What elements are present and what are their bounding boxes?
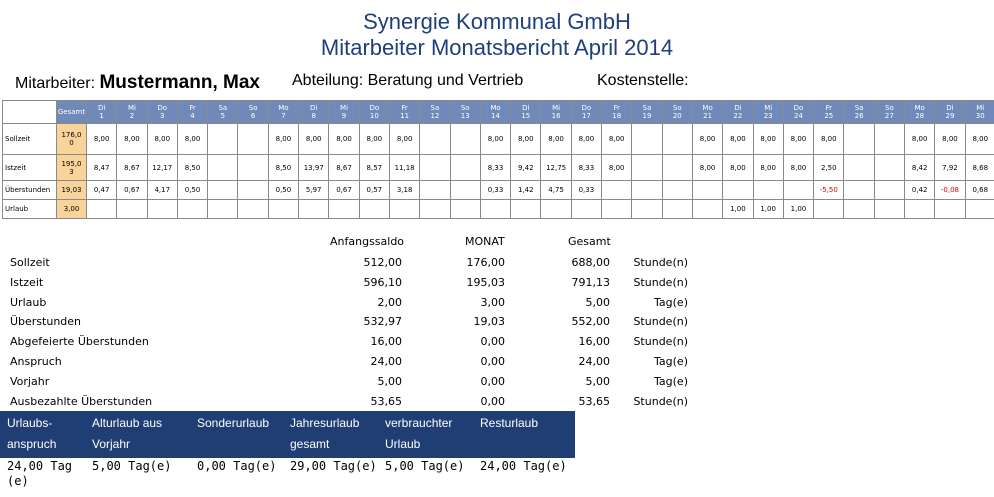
row-total: 19,03 <box>57 181 87 200</box>
day-header <box>117 101 147 124</box>
row-total: 176,0 0 <box>57 124 87 155</box>
day-number: 6 <box>250 112 256 120</box>
day-cell: -5,50 <box>814 181 844 200</box>
vacation-header-bar <box>0 411 575 458</box>
grid-row <box>3 124 994 155</box>
day-cell: 1,00 <box>723 200 753 219</box>
day-cell <box>602 200 632 219</box>
day-header <box>511 101 541 124</box>
day-cell: 0,47 <box>87 181 117 200</box>
weekday-label: Sa <box>642 104 652 112</box>
weekday-label: Mo <box>490 104 501 112</box>
weekday-label: Sa <box>854 104 864 112</box>
day-cell: 8,00 <box>814 124 844 155</box>
day-cell <box>844 200 874 219</box>
day-cell: 12,75 <box>541 155 571 181</box>
summary-month-value: 0,00 <box>480 355 505 368</box>
costcenter-label: Kostenstelle: <box>597 72 689 89</box>
summary-start-balance: 5,00 <box>377 374 402 388</box>
day-number: 8 <box>311 112 316 120</box>
day-header <box>935 101 965 124</box>
day-number: 26 <box>854 112 864 120</box>
day-cell: 8,00 <box>177 124 207 155</box>
day-cell: 8,00 <box>268 124 298 155</box>
employee-label: Mitarbeiter: <box>15 75 96 92</box>
day-cell: 8,50 <box>177 155 207 181</box>
day-cell <box>571 200 601 219</box>
day-number: 17 <box>581 112 591 120</box>
day-header <box>874 101 904 124</box>
summary-month-value: 0,00 <box>480 394 505 408</box>
day-cell <box>632 200 662 219</box>
grid-row <box>3 200 994 219</box>
summary-start-balance: 532,97 <box>363 315 402 329</box>
day-cell: 13,97 <box>299 155 329 181</box>
day-cell: 8,47 <box>87 155 117 181</box>
weekday-label: Do <box>369 104 380 112</box>
day-number: 19 <box>642 112 652 120</box>
day-cell: 8,00 <box>935 124 965 155</box>
day-header <box>632 101 662 124</box>
row-label: Urlaub <box>3 200 57 219</box>
day-cell: 5,97 <box>299 181 329 200</box>
weekday-label: Di <box>522 104 530 112</box>
summary-total-value: 53,65 <box>578 394 610 408</box>
day-cell <box>662 124 692 155</box>
summary-total-value: 5,00 <box>585 295 610 309</box>
weekday-label: Di <box>310 104 318 112</box>
vacation-value: 29,00 Tag(e) <box>290 459 377 473</box>
day-number: 27 <box>884 112 894 120</box>
day-header <box>450 101 480 124</box>
summary-start-balance: 2,00 <box>377 295 402 309</box>
day-number: 2 <box>129 112 135 120</box>
summary-header: MONAT <box>465 235 505 248</box>
row-total: 195,0 3 <box>57 155 87 181</box>
day-cell <box>541 200 571 219</box>
day-cell: 8,00 <box>571 124 601 155</box>
weekday-label: So <box>885 104 894 112</box>
day-cell <box>208 124 238 155</box>
day-number: 24 <box>794 112 803 120</box>
summary-month-value: 0,00 <box>480 335 505 349</box>
vacation-value: 5,00 Tag(e) <box>92 459 172 473</box>
day-cell <box>450 181 480 200</box>
summary-row-label: Sollzeit <box>10 256 50 269</box>
weekday-label: Fr <box>189 104 196 112</box>
day-header <box>208 101 238 124</box>
day-cell: 8,00 <box>905 124 935 155</box>
day-cell: 8,00 <box>329 124 359 155</box>
day-cell: 8,50 <box>268 155 298 181</box>
day-cell <box>632 124 662 155</box>
report-title: Mitarbeiter Monatsbericht April 2014 <box>320 35 674 60</box>
weekday-label: Mo <box>914 104 925 112</box>
day-cell: 0,68 <box>965 181 994 200</box>
summary-unit: Stunde(n) <box>633 394 688 408</box>
summary-month-value: 19,03 <box>473 315 505 329</box>
day-cell <box>208 155 238 181</box>
day-header <box>905 101 935 124</box>
day-number: 29 <box>945 112 955 120</box>
weekday-label: Do <box>793 104 804 112</box>
day-header <box>692 101 722 124</box>
day-number: 1 <box>99 112 104 120</box>
vacation-value: 5,00 Tag(e) <box>385 459 465 473</box>
department-value: Beratung und Vertrieb <box>367 72 524 89</box>
day-cell: 0,33 <box>480 181 510 200</box>
day-header <box>420 101 450 124</box>
day-number: 23 <box>763 112 773 120</box>
day-header <box>268 101 298 124</box>
summary-row-label: Istzeit <box>10 275 44 289</box>
day-header <box>389 101 419 124</box>
summary-unit: Tag(e) <box>654 295 688 309</box>
day-cell <box>208 181 238 200</box>
day-cell: 7,92 <box>935 155 965 181</box>
day-cell: 8,00 <box>602 124 632 155</box>
day-cell: 8,00 <box>480 124 510 155</box>
summary-total-value: 16,00 <box>578 335 610 349</box>
day-cell <box>632 181 662 200</box>
summary-unit: Stunde(n) <box>633 315 688 329</box>
day-header <box>602 101 632 124</box>
day-number: 14 <box>491 112 500 120</box>
weekday-label: Mi <box>764 104 773 112</box>
summary-start-balance: 24,00 <box>370 355 402 368</box>
day-cell: 1,00 <box>783 200 813 219</box>
day-cell: 0,67 <box>329 181 359 200</box>
day-number: 3 <box>160 112 165 120</box>
day-cell: 8,57 <box>359 155 389 181</box>
grid-row <box>3 181 994 200</box>
day-cell <box>299 200 329 219</box>
grid-total-header: Gesamt <box>57 101 87 124</box>
day-number: 7 <box>281 112 286 120</box>
day-cell: 8,33 <box>480 155 510 181</box>
row-total: 3,00 <box>57 200 87 219</box>
day-number: 15 <box>521 112 531 120</box>
weekday-label: Mi <box>552 104 561 112</box>
vacation-value: 0,00 Tag(e) <box>197 459 277 473</box>
day-header <box>965 101 994 124</box>
day-cell: 2,50 <box>814 155 844 181</box>
day-cell: 8,33 <box>571 155 601 181</box>
vacation-header: verbrauchter Urlaub <box>385 416 453 451</box>
day-cell: 8,68 <box>965 155 994 181</box>
day-cell <box>814 200 844 219</box>
grid-corner <box>3 101 57 124</box>
summary-total-value: 791,13 <box>571 275 610 289</box>
weekday-label: Sa <box>430 104 440 112</box>
day-number: 16 <box>551 112 561 120</box>
day-cell: 0,50 <box>177 181 207 200</box>
vacation-header: Urlaubs- anspruch <box>7 416 57 451</box>
day-cell <box>450 155 480 181</box>
day-cell: 8,67 <box>329 155 359 181</box>
day-cell <box>753 181 783 200</box>
employee-info <box>15 72 260 94</box>
vacation-value: 24,00 Tag (e) <box>7 459 73 488</box>
day-cell: 3,18 <box>389 181 419 200</box>
vacation-header: Jahresurlaub gesamt <box>290 416 360 451</box>
day-cell <box>723 181 753 200</box>
day-cell <box>420 155 450 181</box>
vacation-header: Sonderurlaub <box>197 416 270 430</box>
day-header <box>299 101 329 124</box>
day-cell <box>692 181 722 200</box>
day-number: 11 <box>400 112 410 120</box>
day-header <box>480 101 510 124</box>
summary-month-value: 195,03 <box>466 275 505 289</box>
weekday-label: Mi <box>976 104 985 112</box>
day-cell <box>905 200 935 219</box>
day-cell <box>662 181 692 200</box>
day-cell: 8,00 <box>87 124 117 155</box>
day-cell: 12,17 <box>147 155 177 181</box>
weekday-label: Do <box>581 104 592 112</box>
day-cell <box>87 200 117 219</box>
day-cell <box>238 155 268 181</box>
summary-unit: Stunde(n) <box>633 335 688 349</box>
day-cell: 8,00 <box>511 124 541 155</box>
weekday-label: Mi <box>340 104 349 112</box>
summary-unit: Tag(e) <box>654 374 688 388</box>
department-info <box>292 72 523 90</box>
day-cell <box>662 200 692 219</box>
vacation-header: Resturlaub <box>480 416 539 430</box>
summary-unit: Tag(e) <box>654 355 688 368</box>
day-cell <box>844 124 874 155</box>
department-label: Abteilung: <box>292 72 364 89</box>
day-cell <box>208 200 238 219</box>
day-cell <box>238 124 268 155</box>
day-number: 25 <box>824 112 834 120</box>
day-cell: 0,50 <box>268 181 298 200</box>
day-cell: 8,00 <box>389 124 419 155</box>
weekday-label: Mi <box>127 104 136 112</box>
day-cell: 8,00 <box>602 155 632 181</box>
day-cell <box>420 181 450 200</box>
day-header <box>359 101 389 124</box>
employee-name: Mustermann, Max <box>99 72 260 93</box>
weekday-label: Fr <box>613 104 620 112</box>
day-header <box>541 101 571 124</box>
summary-row-label: Abgefeierte Überstunden <box>10 335 149 349</box>
summary-start-balance: 16,00 <box>370 335 402 349</box>
summary-total-value: 5,00 <box>585 374 610 388</box>
day-number: 20 <box>672 112 682 120</box>
day-cell <box>177 200 207 219</box>
day-cell <box>874 181 904 200</box>
day-cell: 8,00 <box>692 124 722 155</box>
summary-start-balance: 596,10 <box>363 275 402 289</box>
day-cell: 8,00 <box>753 124 783 155</box>
summary-row-label: Ausbezahlte Überstunden <box>10 394 153 408</box>
day-cell: 1,00 <box>753 200 783 219</box>
day-cell: 8,00 <box>723 124 753 155</box>
summary-header: Gesamt <box>568 235 611 248</box>
day-header <box>177 101 207 124</box>
day-cell <box>935 200 965 219</box>
daily-hours-grid <box>2 100 994 219</box>
day-cell: 8,00 <box>783 124 813 155</box>
day-cell: 8,00 <box>783 155 813 181</box>
day-cell <box>965 200 994 219</box>
summary-unit: Stunde(n) <box>633 275 688 289</box>
day-number: 18 <box>612 112 622 120</box>
day-number: 21 <box>703 112 713 120</box>
day-number: 22 <box>733 112 743 120</box>
summary-total-value: 552,00 <box>571 315 610 329</box>
day-number: 28 <box>915 112 925 120</box>
day-cell <box>874 200 904 219</box>
day-header <box>783 101 813 124</box>
day-cell: 0,42 <box>905 181 935 200</box>
day-header <box>147 101 177 124</box>
day-cell <box>480 200 510 219</box>
day-number: 12 <box>430 112 440 120</box>
day-number: 13 <box>460 112 470 120</box>
day-cell: 8,00 <box>723 155 753 181</box>
day-cell <box>874 155 904 181</box>
summary-unit: Stunde(n) <box>633 256 688 269</box>
day-cell: 8,00 <box>541 124 571 155</box>
weekday-label: Di <box>734 104 742 112</box>
day-cell <box>844 155 874 181</box>
day-header <box>723 101 753 124</box>
day-cell <box>268 200 298 219</box>
day-cell <box>329 200 359 219</box>
day-cell: -0,08 <box>935 181 965 200</box>
weekday-label: So <box>248 104 258 112</box>
day-cell <box>874 124 904 155</box>
summary-header: Anfangssaldo <box>330 235 405 248</box>
row-label: Überstunden <box>3 181 57 200</box>
summary-table <box>0 232 994 412</box>
day-number: 30 <box>975 112 985 120</box>
day-number: 4 <box>190 112 195 120</box>
day-cell <box>389 200 419 219</box>
grid-row <box>3 155 994 181</box>
summary-month-value: 176,00 <box>466 256 505 269</box>
day-cell <box>783 181 813 200</box>
day-cell <box>511 200 541 219</box>
day-cell: 8,00 <box>692 155 722 181</box>
weekday-label: So <box>460 104 470 112</box>
day-cell <box>359 200 389 219</box>
day-cell: 8,00 <box>299 124 329 155</box>
day-cell <box>420 124 450 155</box>
day-cell: 1,42 <box>511 181 541 200</box>
day-cell <box>692 200 722 219</box>
summary-total-value: 24,00 <box>578 355 610 368</box>
day-header <box>753 101 783 124</box>
day-cell: 8,00 <box>753 155 783 181</box>
summary-start-balance: 53,65 <box>370 394 402 408</box>
weekday-label: Sa <box>218 104 228 112</box>
vacation-header: Alturlaub aus Vorjahr <box>92 416 163 451</box>
weekday-label: Mo <box>278 104 289 112</box>
weekday-label: Di <box>97 104 106 112</box>
day-header <box>238 101 268 124</box>
day-cell <box>844 181 874 200</box>
day-header <box>571 101 601 124</box>
day-cell <box>238 200 268 219</box>
summary-row-label: Urlaub <box>10 295 47 309</box>
company-name: Synergie Kommunal GmbH <box>363 9 631 34</box>
day-cell: 0,67 <box>117 181 147 200</box>
day-cell <box>420 200 450 219</box>
day-cell <box>147 200 177 219</box>
summary-row-label: Überstunden <box>10 315 82 329</box>
row-label: Sollzeit <box>3 124 57 155</box>
day-cell: 0,57 <box>359 181 389 200</box>
day-cell: 8,00 <box>147 124 177 155</box>
day-cell: 4,17 <box>147 181 177 200</box>
day-cell: 11,18 <box>389 155 419 181</box>
day-cell: 4,75 <box>541 181 571 200</box>
summary-month-value: 3,00 <box>480 295 505 309</box>
day-cell: 8,00 <box>965 124 994 155</box>
day-cell <box>450 200 480 219</box>
weekday-label: Fr <box>825 104 832 112</box>
day-cell <box>662 155 692 181</box>
summary-row-label: Vorjahr <box>10 374 50 388</box>
summary-row-label: Anspruch <box>10 355 62 368</box>
row-label: Istzeit <box>3 155 57 181</box>
day-cell <box>632 155 662 181</box>
day-number: 9 <box>341 112 347 120</box>
day-cell: 8,42 <box>905 155 935 181</box>
weekday-label: Fr <box>401 104 408 112</box>
day-header <box>844 101 874 124</box>
day-header <box>814 101 844 124</box>
day-cell: 8,00 <box>359 124 389 155</box>
day-cell <box>602 181 632 200</box>
day-cell: 8,67 <box>117 155 147 181</box>
summary-start-balance: 512,00 <box>363 256 402 269</box>
day-cell: 8,00 <box>117 124 147 155</box>
weekday-label: Mo <box>702 104 713 112</box>
summary-total-value: 688,00 <box>571 256 610 269</box>
day-number: 10 <box>369 112 379 120</box>
day-number: 5 <box>220 112 226 120</box>
day-cell <box>450 124 480 155</box>
day-cell: 0,33 <box>571 181 601 200</box>
day-cell: 9,42 <box>511 155 541 181</box>
day-header <box>87 101 117 124</box>
day-header <box>329 101 359 124</box>
summary-month-value: 0,00 <box>480 374 505 388</box>
day-cell <box>117 200 147 219</box>
weekday-label: Do <box>157 104 168 112</box>
vacation-value: 24,00 Tag(e) <box>480 459 567 473</box>
day-header <box>662 101 692 124</box>
weekday-label: Di <box>946 104 954 112</box>
day-cell <box>238 181 268 200</box>
weekday-label: So <box>672 104 682 112</box>
